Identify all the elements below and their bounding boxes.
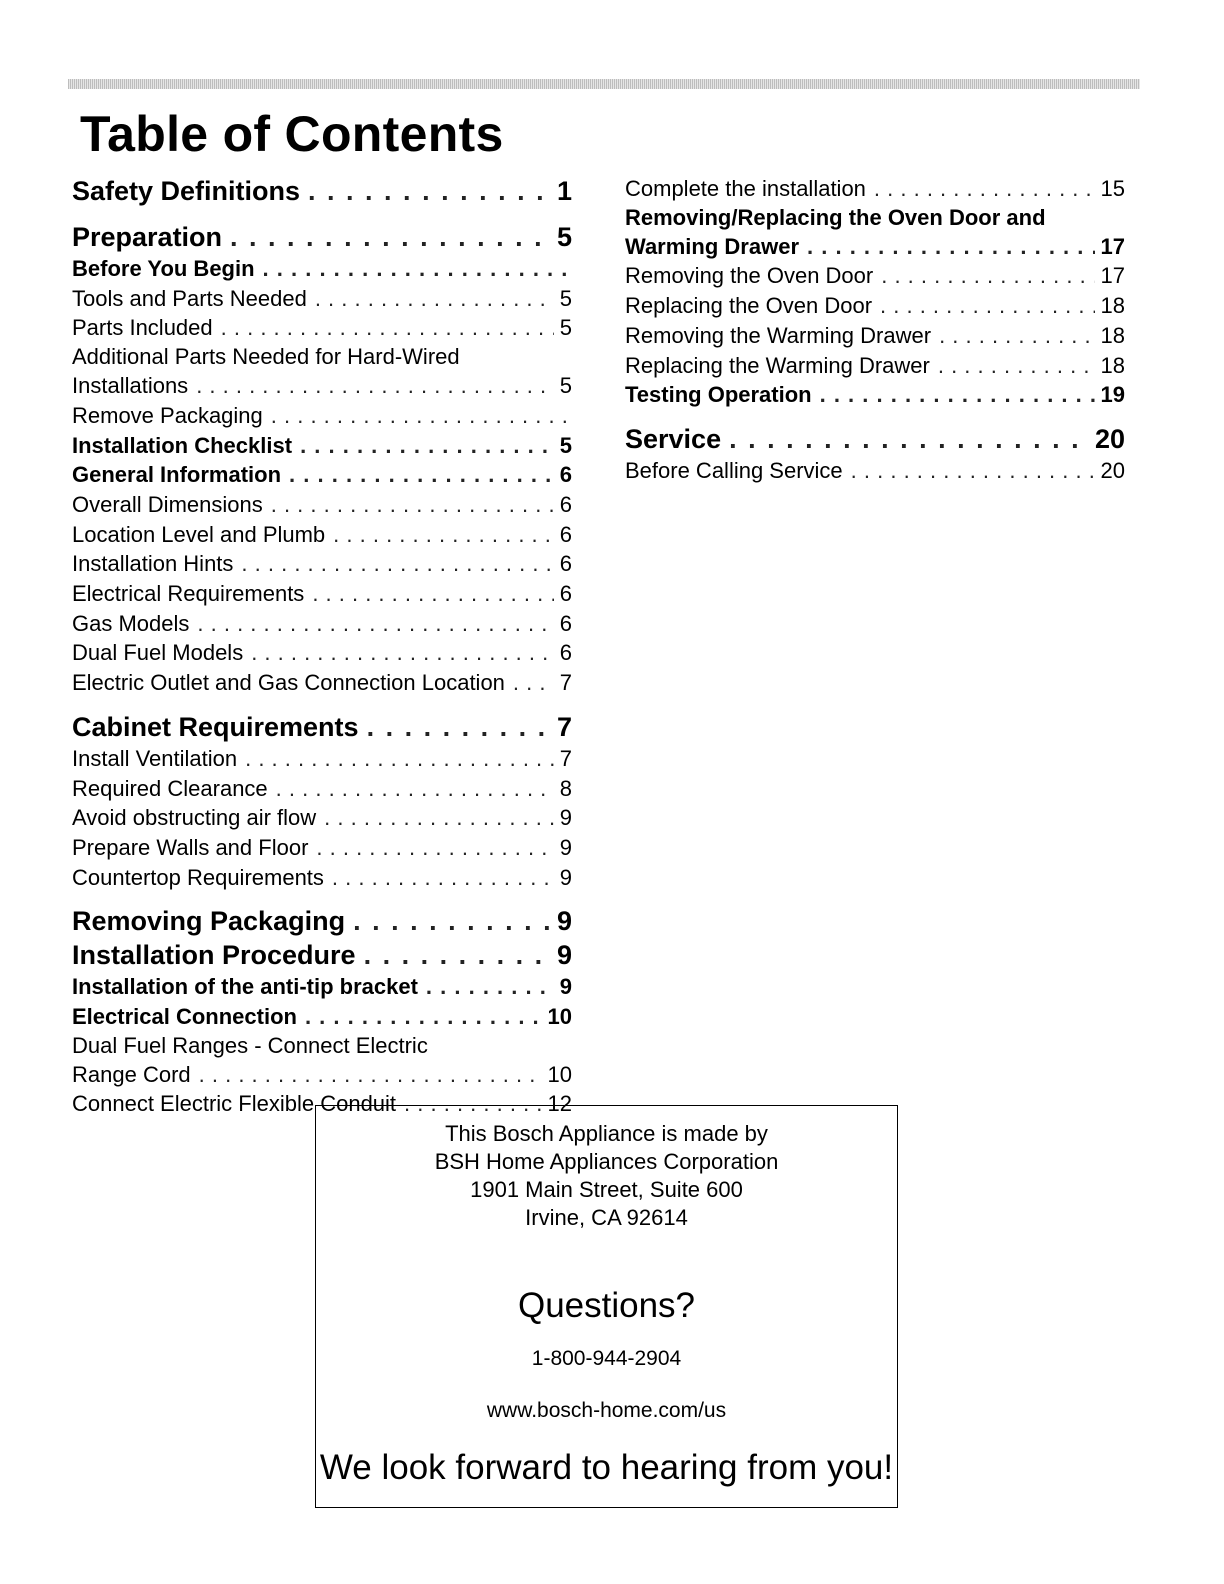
dot-leader xyxy=(729,422,1089,456)
toc-entry[interactable] xyxy=(72,490,572,520)
toc-entry-row xyxy=(72,401,572,431)
toc-entry-row xyxy=(72,371,572,401)
toc-entry-page: 6 xyxy=(559,610,572,636)
toc-entry-page: 10 xyxy=(547,1061,572,1087)
header-rule xyxy=(68,79,1140,89)
dot-leader xyxy=(196,371,554,401)
toc-entry-row xyxy=(625,456,1125,486)
address-line: 1901 Main Street, Suite 600 xyxy=(470,1177,743,1202)
toc-entry-row xyxy=(72,668,572,698)
toc-entry-page: 9 xyxy=(556,940,572,971)
toc-entry-label: Warming Drawer xyxy=(625,233,800,259)
toc-entry[interactable] xyxy=(625,321,1125,351)
dot-leader xyxy=(367,710,551,744)
toc-entry-label: Installation Procedure xyxy=(72,940,356,971)
toc-entry-page: 5 xyxy=(559,373,572,399)
toc-entry-label: Removing the Oven Door xyxy=(625,263,874,289)
toc-entry-label: Parts Included xyxy=(72,315,213,341)
toc-entry-page: 18 xyxy=(1100,352,1125,378)
toc-entry-row xyxy=(72,710,572,744)
toc-entry-row xyxy=(72,938,572,972)
toc-entry-row xyxy=(625,321,1125,351)
toc-entry-label: Electric Outlet and Gas Connection Location xyxy=(72,670,505,696)
toc-entry-label-line: Removing/Replacing the Oven Door and xyxy=(625,204,1046,230)
toc-entry-row xyxy=(72,833,572,863)
toc-entry-row xyxy=(72,431,572,461)
toc-entry[interactable] xyxy=(625,380,1125,410)
toc-entry-row xyxy=(72,579,572,609)
toc-entry-row xyxy=(72,174,572,208)
toc-entry-label: Tools and Parts Needed xyxy=(72,285,307,311)
dot-leader xyxy=(874,174,1095,204)
toc-entry-label: Range Cord xyxy=(72,1061,191,1087)
dot-leader xyxy=(230,220,551,254)
toc-entry-page: 12 xyxy=(547,1091,572,1117)
page-title: Table of Contents xyxy=(80,106,504,162)
toc-entry-page: 7 xyxy=(559,670,572,696)
toc-entry-page: 9 xyxy=(556,906,572,937)
toc-entry-page: 7 xyxy=(559,745,572,771)
dot-leader xyxy=(308,174,551,208)
toc-entry-row xyxy=(72,774,572,804)
toc-entry[interactable] xyxy=(72,863,572,893)
toc-entry-row xyxy=(72,972,572,1002)
toc-entry-row xyxy=(72,520,572,550)
toc-entry-label: Before You Begin xyxy=(72,256,255,281)
dot-leader xyxy=(324,803,554,833)
toc-entry[interactable] xyxy=(72,710,572,744)
toc-left-column xyxy=(72,174,572,1119)
toc-entry-page: 18 xyxy=(1100,322,1125,348)
toc-entry-row xyxy=(72,744,572,774)
toc-entry[interactable] xyxy=(72,284,572,314)
toc-entry[interactable] xyxy=(625,174,1125,204)
toc-entry-row xyxy=(625,380,1125,410)
toc-entry-label: Removing Packaging xyxy=(72,906,346,937)
toc-entry-page: 17 xyxy=(1100,233,1125,259)
dot-leader xyxy=(353,904,551,938)
toc-entry[interactable] xyxy=(72,744,572,774)
toc-entry-label: Overall Dimensions xyxy=(72,491,263,517)
toc-entry-page: 20 xyxy=(1100,457,1125,483)
toc-entry[interactable] xyxy=(72,638,572,668)
toc-entry[interactable] xyxy=(72,938,572,972)
dot-leader xyxy=(880,291,1094,321)
questions-heading: Questions? xyxy=(517,1286,696,1325)
toc-entry[interactable] xyxy=(625,351,1125,381)
toc-entry-label: Countertop Requirements xyxy=(72,864,324,890)
toc-entry-label: Required Clearance xyxy=(72,775,268,801)
toc-entry-label: Installation Hints xyxy=(72,551,234,577)
toc-entry-page: 6 xyxy=(559,491,572,517)
toc-entry-page: 6 xyxy=(559,462,572,488)
dot-leader xyxy=(251,638,554,668)
toc-entry-page: 17 xyxy=(1100,263,1125,289)
toc-entry-row xyxy=(72,638,572,668)
toc-entry-row xyxy=(625,422,1125,456)
toc-entry-label: Safety Definitions xyxy=(72,176,301,206)
dot-leader xyxy=(263,254,566,284)
toc-entry-page: 20 xyxy=(1094,423,1125,454)
toc-entry-label: Gas Models xyxy=(72,610,190,636)
address-line: BSH Home Appliances Corporation xyxy=(434,1149,779,1174)
dot-leader xyxy=(300,431,554,461)
toc-entry-row xyxy=(72,803,572,833)
toc-entry-label: Service xyxy=(625,423,722,454)
toc-entry[interactable] xyxy=(625,422,1125,456)
toc-entry-row xyxy=(625,174,1125,204)
dot-leader xyxy=(426,972,554,1002)
toc-entry[interactable] xyxy=(72,972,572,1002)
toc-entry-label: Testing Operation xyxy=(625,382,812,408)
toc-entry-page: 9 xyxy=(559,974,572,1000)
toc-entry-page: 6 xyxy=(559,640,572,666)
dot-leader xyxy=(333,520,554,550)
dot-leader xyxy=(851,456,1095,486)
toc-entry-page: 9 xyxy=(559,864,572,890)
toc-entry-row xyxy=(625,261,1125,291)
toc-entry-page: 9 xyxy=(559,805,572,831)
toc-entry-row xyxy=(625,351,1125,381)
toc-entry-page: 7 xyxy=(556,711,572,742)
toc-entry[interactable] xyxy=(72,254,572,284)
toc-entry-page: 9 xyxy=(559,834,572,860)
toc-entry-page: 6 xyxy=(559,581,572,607)
toc-entry-label: Replacing the Oven Door xyxy=(625,293,873,319)
toc-entry-label: Electrical Requirements xyxy=(72,581,305,607)
address-line: This Bosch Appliance is made by xyxy=(445,1121,768,1146)
toc-entry-label: Connect Electric Flexible Conduit xyxy=(72,1091,397,1117)
toc-entry-row xyxy=(72,284,572,314)
dot-leader xyxy=(364,938,551,972)
toc-entry-label-line: Dual Fuel Ranges - Connect Electric xyxy=(72,1032,428,1058)
toc-entry[interactable] xyxy=(72,220,572,254)
toc-entry[interactable] xyxy=(72,460,572,490)
toc-entry-row xyxy=(72,490,572,520)
toc-entry-page: 6 xyxy=(559,551,572,577)
closing-message: We look forward to hearing from you! xyxy=(319,1448,894,1487)
dot-leader xyxy=(881,261,1094,291)
toc-entry[interactable] xyxy=(72,579,572,609)
toc-entry-page: 6 xyxy=(559,521,572,547)
dot-leader xyxy=(241,549,553,579)
toc-entry-page: 1 xyxy=(556,176,572,206)
toc-entry-label-line: Additional Parts Needed for Hard-Wired xyxy=(72,344,460,370)
toc-entry[interactable] xyxy=(72,774,572,804)
toc-entry-page: 5 xyxy=(559,315,572,341)
toc-entry-label: Avoid obstructing air flow xyxy=(72,805,317,831)
dot-leader xyxy=(276,774,554,804)
dot-leader xyxy=(305,1002,542,1032)
toc-entry-page: 5 xyxy=(559,285,572,311)
manufacturer-address xyxy=(316,1120,897,1232)
dot-leader xyxy=(316,833,553,863)
dot-leader xyxy=(245,744,554,774)
toc-entry-row xyxy=(72,549,572,579)
dot-leader xyxy=(807,232,1095,262)
toc-entry-page: 19 xyxy=(1100,382,1125,408)
toc-entry[interactable] xyxy=(72,668,572,698)
dot-leader xyxy=(271,490,554,520)
toc-entry-row xyxy=(72,460,572,490)
toc-entry-label: Installation Checklist xyxy=(72,432,293,458)
toc-entry-row xyxy=(72,254,572,284)
toc-entry-label: Remove Packaging xyxy=(72,402,263,428)
toc-entry-page: 5 xyxy=(556,222,572,252)
toc-entry[interactable] xyxy=(72,174,572,208)
dot-leader xyxy=(820,380,1095,410)
toc-entry[interactable] xyxy=(72,313,572,343)
toc-entry-label: Installation of the anti-tip bracket xyxy=(72,974,418,1000)
dot-leader xyxy=(221,313,554,343)
toc-entry-label: Prepare Walls and Floor xyxy=(72,834,309,860)
toc-entry-label: Replacing the Warming Drawer xyxy=(625,352,930,378)
dot-leader xyxy=(938,351,1095,381)
toc-right-column xyxy=(625,174,1125,486)
toc-entry-page: 18 xyxy=(1100,293,1125,319)
address-line: Irvine, CA 92614 xyxy=(525,1205,688,1230)
dot-leader xyxy=(939,321,1094,351)
dot-leader xyxy=(332,863,554,893)
toc-entry[interactable] xyxy=(625,456,1125,486)
toc-entry-label: Install Ventilation xyxy=(72,745,238,771)
dot-leader xyxy=(289,460,554,490)
dot-leader xyxy=(199,1060,542,1090)
toc-entry[interactable] xyxy=(72,520,572,550)
phone-number: 1-800-944-2904 xyxy=(531,1347,682,1370)
toc-entry-row xyxy=(72,609,572,639)
toc-entry-row xyxy=(72,1002,572,1032)
toc-entry[interactable] xyxy=(625,261,1125,291)
toc-entry[interactable] xyxy=(72,431,572,461)
toc-entry-label: Installations xyxy=(72,373,189,399)
toc-entry-row xyxy=(72,904,572,938)
toc-entry-label: Dual Fuel Models xyxy=(72,640,244,666)
toc-entry-row xyxy=(72,863,572,893)
toc-entry-label: Complete the installation xyxy=(625,176,866,201)
website-url: www.bosch-home.com/us xyxy=(486,1399,727,1422)
toc-entry-label: Before Calling Service xyxy=(625,457,843,483)
toc-entry-row xyxy=(72,1060,572,1090)
toc-entry-page: 5 xyxy=(559,432,572,458)
toc-entry-row xyxy=(625,232,1125,262)
toc-entry-page: 8 xyxy=(559,775,572,801)
contact-info-box xyxy=(315,1105,898,1508)
toc-entry[interactable] xyxy=(625,291,1125,321)
toc-entry-label: General Information xyxy=(72,462,282,488)
toc-entry-label: Electrical Connection xyxy=(72,1004,297,1030)
toc-entry[interactable] xyxy=(72,609,572,639)
toc-entry[interactable] xyxy=(72,549,572,579)
toc-entry-label: Cabinet Requirements xyxy=(72,711,359,742)
toc-entry-row xyxy=(72,313,572,343)
dot-leader xyxy=(271,401,566,431)
toc-entry[interactable] xyxy=(72,803,572,833)
toc-entry-row xyxy=(625,291,1125,321)
toc-entry-page: 15 xyxy=(1100,176,1125,201)
toc-entry[interactable] xyxy=(72,833,572,863)
toc-entry-label: Location Level and Plumb xyxy=(72,521,326,547)
toc-entry[interactable] xyxy=(625,204,1125,262)
toc-entry[interactable] xyxy=(72,904,572,938)
toc-entry[interactable] xyxy=(72,1032,572,1090)
toc-entry-label: Removing the Warming Drawer xyxy=(625,322,932,348)
dot-leader xyxy=(197,609,553,639)
toc-entry[interactable] xyxy=(72,1002,572,1032)
dot-leader xyxy=(315,284,554,314)
toc-entry-label: Preparation xyxy=(72,222,223,252)
dot-leader xyxy=(513,668,554,698)
toc-entry-row xyxy=(72,220,572,254)
toc-entry[interactable] xyxy=(72,401,572,431)
toc-entry[interactable] xyxy=(72,343,572,401)
dot-leader xyxy=(312,579,553,609)
toc-entry-page: 10 xyxy=(547,1004,572,1030)
